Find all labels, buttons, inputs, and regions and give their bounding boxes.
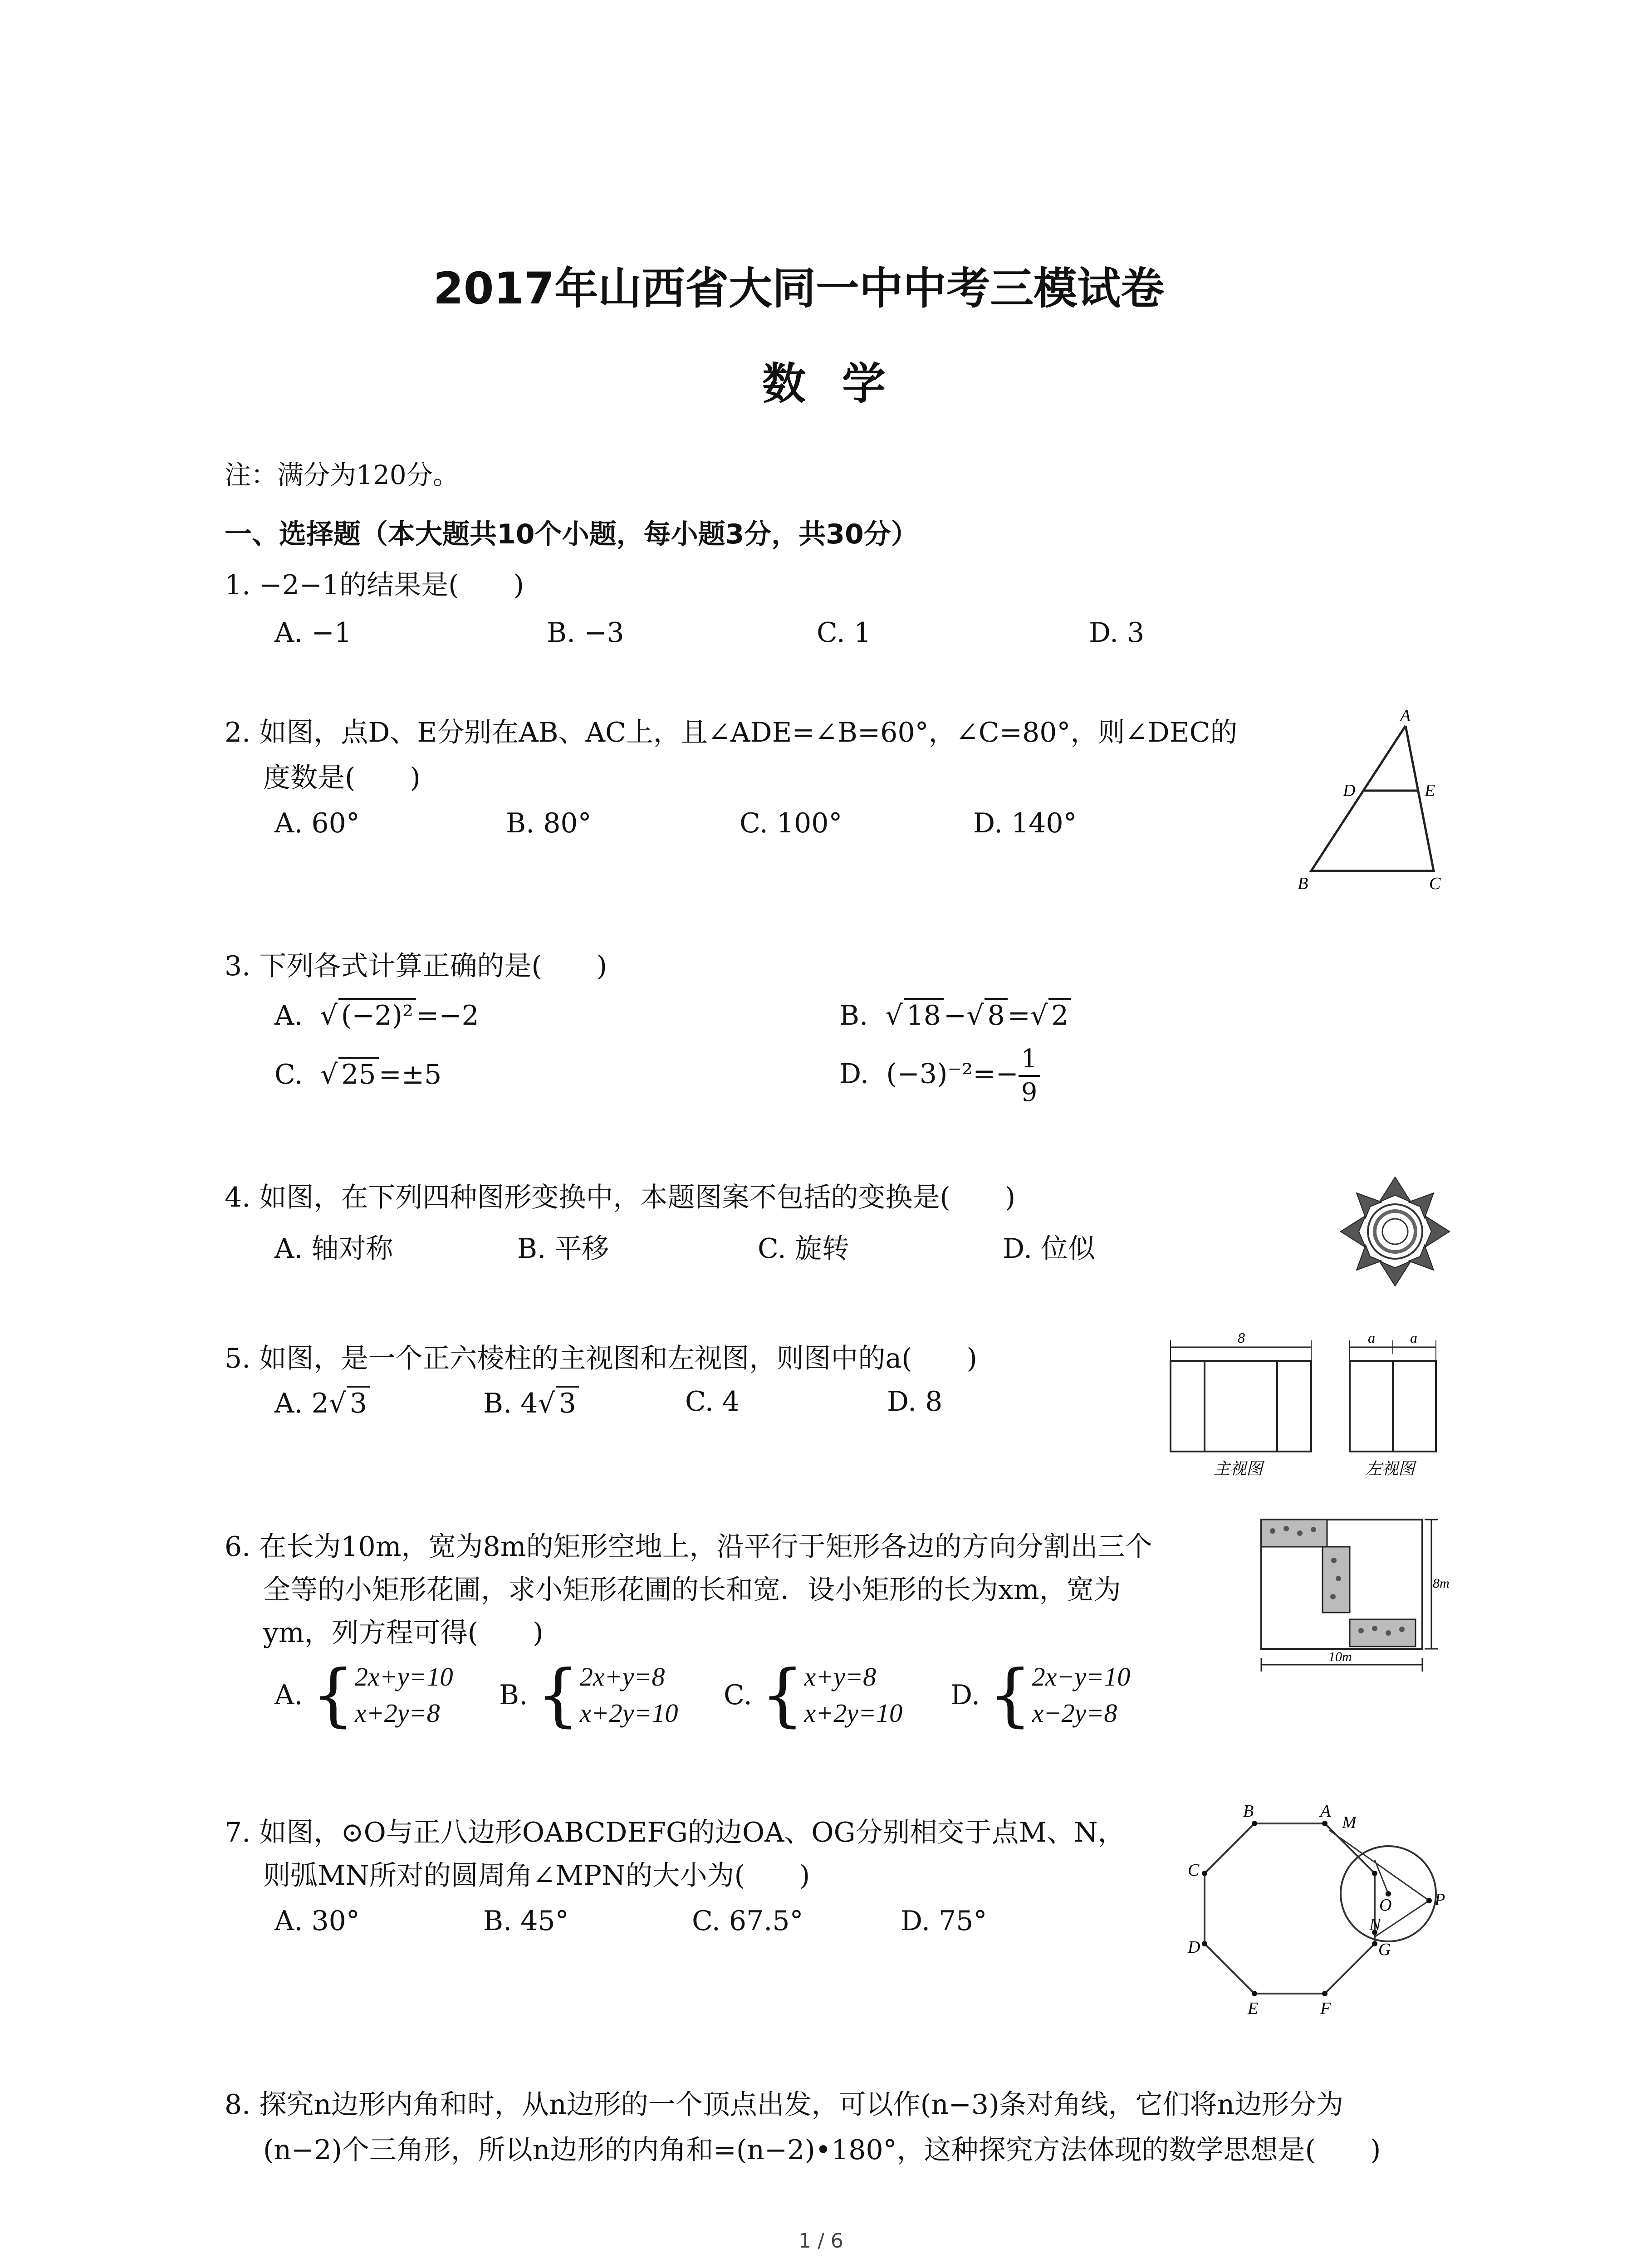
q3-d-base: (−3)⁻²=− xyxy=(886,1058,1019,1090)
q2-option-c: C. 100° xyxy=(740,807,843,839)
q5-left-view xyxy=(1350,1340,1436,1452)
q7-label-a: A xyxy=(1320,1802,1331,1821)
q5-a-radicand: 3 xyxy=(347,1386,370,1419)
q2-label-b: B xyxy=(1298,874,1308,893)
q3-b-label: B. xyxy=(839,1000,868,1031)
q2-label-a: A xyxy=(1400,706,1411,725)
q3-c-radicand: 25 xyxy=(338,1057,378,1090)
question-8-line-2: (n−2)个三角形，所以n边形的内角和=(n−2)•180°，这种探究方法体现的数学思想是( ) xyxy=(263,2134,1381,2166)
q2-option-a: A. 60° xyxy=(274,807,360,839)
q3-d-label: D. xyxy=(839,1058,869,1090)
question-7-line-2: 则弧MN所对的圆周角∠MPN的大小为( ) xyxy=(263,1860,810,1892)
q6-b-label: B. xyxy=(499,1679,528,1711)
q7-option-d: D. 75° xyxy=(901,1905,987,1937)
q5-caption-left: 左视图 xyxy=(1366,1460,1415,1478)
q6-c-label: C. xyxy=(724,1679,752,1711)
q5-a-label: A. 2 xyxy=(274,1388,329,1419)
q2-option-b: B. 80° xyxy=(506,807,592,839)
q6-d-eq1: 2x−y=10 xyxy=(1032,1662,1131,1691)
q3-b-radicand-3: 2 xyxy=(1048,998,1071,1031)
q6-option-c xyxy=(724,1656,902,1735)
q7-label-c: C xyxy=(1188,1861,1200,1880)
q3-b-radicand-2: 8 xyxy=(985,998,1007,1031)
q3-a-rest: =−2 xyxy=(416,1000,479,1031)
q7-label-e: E xyxy=(1248,1999,1259,2018)
q6-c-eq2: x+2y=10 xyxy=(804,1698,903,1728)
q3-b-minus: − xyxy=(943,1000,967,1031)
q5-dim-main: 8 xyxy=(1238,1330,1245,1346)
q5-option-d: D. 8 xyxy=(887,1386,943,1418)
q7-label-b: B xyxy=(1243,1802,1254,1821)
q6-fig-width: 10m xyxy=(1328,1649,1352,1664)
section-heading: 一、选择题（本大题共10个小题，每小题3分，共30分） xyxy=(225,518,918,550)
q5-b-radicand: 3 xyxy=(556,1386,579,1419)
q6-option-b xyxy=(499,1656,678,1735)
q5-option-c: C. 4 xyxy=(685,1386,740,1418)
exam-title: 2017年山西省大同一中中考三模试卷 xyxy=(433,263,1165,314)
q6-d-label: D. xyxy=(950,1679,980,1711)
q7-option-b: B. 45° xyxy=(483,1905,569,1937)
question-7-line-1: 7. 如图，⊙O与正八边形OABCDEFG的边OA、OG分别相交于点M、N， xyxy=(225,1817,1125,1848)
q3-option-a: A. √ (−2)² =−2 xyxy=(274,998,479,1031)
q6-fig-height: 8m xyxy=(1433,1576,1450,1591)
q6-c-eq1: x+y=8 xyxy=(804,1662,877,1691)
q6-option-a xyxy=(274,1656,453,1735)
q3-b-equals: = xyxy=(1007,1000,1030,1031)
q6-garden-figure xyxy=(1252,1515,1452,1692)
question-2-line-2: 度数是( ) xyxy=(263,762,421,794)
question-4: 4. 如图，在下列四种图形变换中，本题图案不包括的变换是( ) xyxy=(225,1182,1016,1213)
question-1: 1. −2−1的结果是( ) xyxy=(225,569,524,601)
q4-option-d: D. 位似 xyxy=(1003,1233,1096,1265)
q1-option-c: C. 1 xyxy=(817,617,872,649)
question-6-line-2: 全等的小矩形花圃，求小矩形花圃的长和宽．设小矩形的长为xm，宽为 xyxy=(263,1574,1121,1606)
question-2-line-1: 2. 如图，点D、E分别在AB、AC上，且∠ADE=∠B=60°，∠C=80°，则∠DEC的 xyxy=(225,717,1238,748)
question-6-line-1: 6. 在长为10m，宽为8m的矩形空地上，沿平行于矩形各边的方向分割出三个 xyxy=(225,1531,1152,1563)
q6-b-eq2: x+2y=10 xyxy=(579,1698,678,1728)
q4-option-c: C. 旋转 xyxy=(758,1233,849,1265)
q3-a-radicand: (−2)² xyxy=(338,998,416,1031)
q3-a-label: A. xyxy=(274,1000,303,1031)
q3-c-rest: =±5 xyxy=(378,1059,442,1090)
q3-c-label: C. xyxy=(274,1059,303,1090)
q1-option-a: A. −1 xyxy=(274,617,352,649)
q5-option-b: B. 4√ 3 xyxy=(483,1386,579,1419)
q4-option-a: A. 轴对称 xyxy=(274,1233,393,1265)
page-number: 1 / 6 xyxy=(798,2229,843,2253)
q7-label-g: G xyxy=(1378,1940,1391,1959)
q7-label-n: N xyxy=(1369,1915,1381,1934)
q6-c-brace: { xyxy=(760,1656,804,1735)
q5-b-label: B. 4 xyxy=(483,1388,538,1419)
q6-d-brace: { xyxy=(989,1656,1032,1735)
subject-title: 数学 xyxy=(762,358,922,409)
q7-label-m: M xyxy=(1342,1813,1357,1832)
q5-option-a: A. 2√ 3 xyxy=(274,1386,370,1419)
q2-label-e: E xyxy=(1425,781,1435,800)
q3-option-b: B. √ 18 −√ 8 =√ 2 xyxy=(839,998,1071,1031)
q4-option-b: B. 平移 xyxy=(517,1233,609,1265)
q6-a-eq1: 2x+y=10 xyxy=(354,1662,453,1691)
q6-a-brace: { xyxy=(311,1656,355,1735)
q1-option-d: D. 3 xyxy=(1089,617,1145,649)
q6-b-eq1: 2x+y=8 xyxy=(579,1662,665,1691)
q7-label-f: F xyxy=(1320,1999,1331,2018)
q5-dim-a-2: a xyxy=(1410,1330,1417,1346)
q2-option-d: D. 140° xyxy=(973,807,1077,839)
q7-label-o: O xyxy=(1379,1896,1392,1915)
q7-label-p: P xyxy=(1435,1890,1445,1909)
question-5: 5. 如图，是一个正六棱柱的主视图和左视图，则图中的a( ) xyxy=(225,1343,977,1374)
q6-a-label: A. xyxy=(274,1679,303,1711)
q7-option-c: C. 67.5° xyxy=(692,1905,803,1937)
q7-label-d: D xyxy=(1188,1938,1200,1957)
q3-option-c: C. √ 25 =±5 xyxy=(274,1057,441,1090)
question-6-line-3: ym，列方程可得( ) xyxy=(263,1617,544,1649)
q3-d-fraction xyxy=(1019,1043,1040,1109)
q3-d-numerator: 1 xyxy=(1019,1043,1040,1077)
q2-label-d: D xyxy=(1343,781,1356,800)
q3-d-denominator: 9 xyxy=(1021,1078,1038,1107)
q3-option-d xyxy=(839,1043,1040,1109)
question-3: 3. 下列各式计算正确的是( ) xyxy=(225,950,607,982)
q3-b-radicand-1: 18 xyxy=(904,998,944,1031)
q4-pattern-figure xyxy=(1338,1175,1452,1288)
q1-option-b: B. −3 xyxy=(547,617,624,649)
q6-option-d xyxy=(950,1656,1130,1735)
q6-a-eq2: x+2y=8 xyxy=(354,1698,440,1728)
q2-triangle-figure xyxy=(1284,703,1456,894)
q2-label-c: C xyxy=(1429,874,1441,893)
score-note: 注：满分为120分。 xyxy=(225,459,459,490)
q5-views-figure xyxy=(1161,1329,1443,1483)
q6-b-brace: { xyxy=(536,1656,580,1735)
q5-dim-a-1: a xyxy=(1368,1330,1375,1346)
q5-caption-main: 主视图 xyxy=(1214,1460,1263,1478)
q7-octagon-figure xyxy=(1180,1796,1470,2032)
q6-d-eq2: x−2y=8 xyxy=(1032,1698,1117,1728)
q7-option-a: A. 30° xyxy=(274,1905,360,1937)
question-8-line-1: 8. 探究n边形内角和时，从n边形的一个顶点出发，可以作(n−3)条对角线，它们将n边形分为 xyxy=(225,2089,1344,2121)
q5-main-view xyxy=(1171,1340,1311,1452)
